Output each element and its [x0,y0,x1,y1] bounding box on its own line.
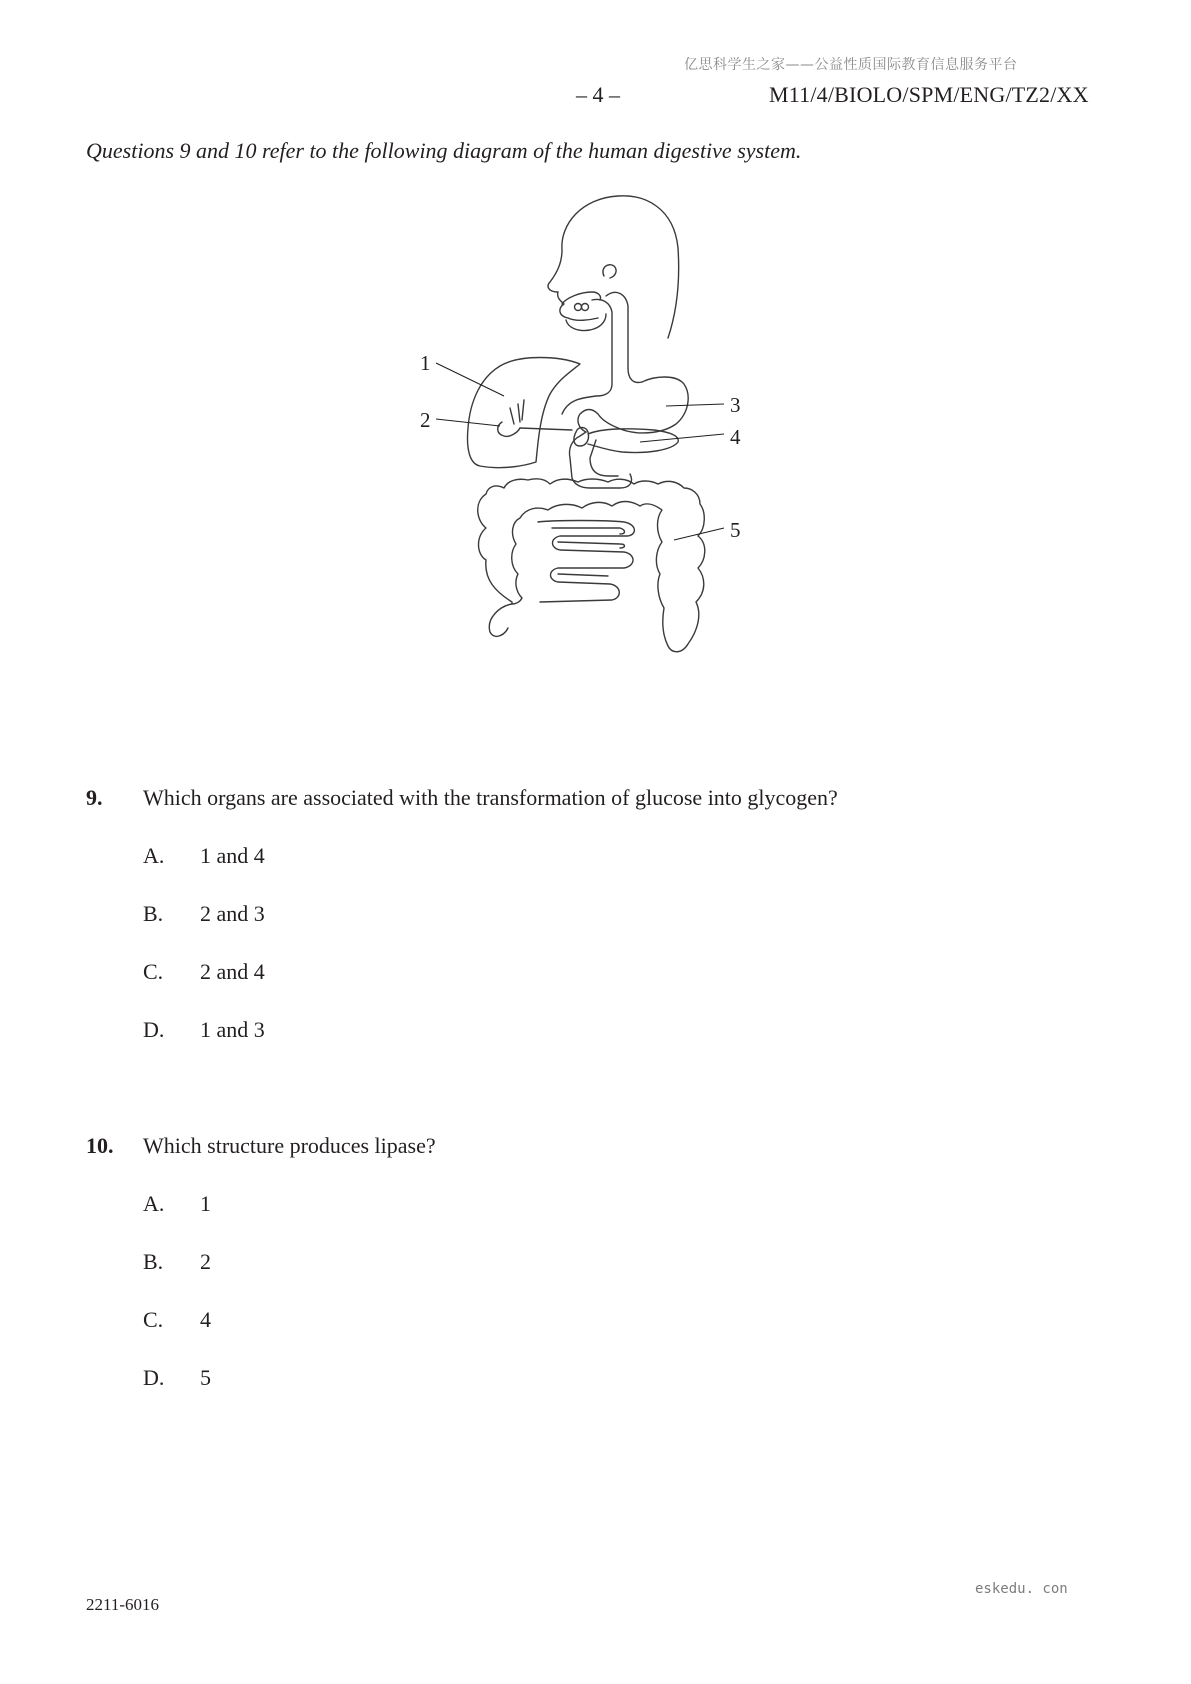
paper-code: M11/4/BIOLO/SPM/ENG/TZ2/XX [769,82,1089,107]
gallbladder [498,400,524,436]
option-text: 1 [200,1191,211,1216]
label-3: 3 [730,393,741,417]
digestive-system-svg [420,188,820,728]
option-letter: B. [143,901,164,926]
option-text: 2 and 3 [200,901,265,926]
bile-duct [520,428,572,430]
label-1: 1 [420,351,431,375]
option-text: 4 [200,1307,211,1332]
mouth-outline [562,292,606,331]
option-letter: C. [143,1307,164,1332]
question-number: 9. [86,785,103,810]
question-text: Which structure produces lipase? [143,1133,436,1158]
small-intestine [538,521,634,603]
label-4-leader [640,434,724,442]
digestive-system-diagram [420,188,820,728]
head-outline [548,196,679,338]
tooth-1 [575,304,582,311]
tooth-2 [582,304,589,311]
esophagus [562,292,642,414]
option-letter: A. [143,843,165,868]
label-5: 5 [730,518,741,542]
option-letter: D. [143,1365,165,1390]
footer-watermark: eskedu. con [975,1581,1068,1597]
colon [478,479,705,652]
option-text: 1 and 3 [200,1017,265,1042]
page-number: – 4 – [576,82,620,107]
option-letter: A. [143,1191,165,1216]
question-number: 10. [86,1133,114,1158]
question-text: Which organs are associated with the transformation of glucose into glycogen? [143,785,838,810]
option-text: 2 and 4 [200,959,265,984]
footer-code: 2211-6016 [86,1595,160,1614]
uvula [603,265,616,278]
questions-intro: Questions 9 and 10 refer to the following diagram of the human digestive system. [86,138,802,163]
label-2: 2 [420,408,431,432]
option-letter: C. [143,959,164,984]
option-text: 2 [200,1249,211,1274]
stomach [578,377,688,433]
header-watermark: 亿思科学生之家——公益性质国际教育信息服务平台 [684,57,1018,73]
option-letter: B. [143,1249,164,1274]
label-3-leader [666,404,724,406]
option-text: 5 [200,1365,211,1390]
option-text: 1 and 4 [200,843,265,868]
label-5-leader [674,528,724,540]
label-1-leader [436,363,504,396]
label-4: 4 [730,425,741,449]
option-letter: D. [143,1017,165,1042]
